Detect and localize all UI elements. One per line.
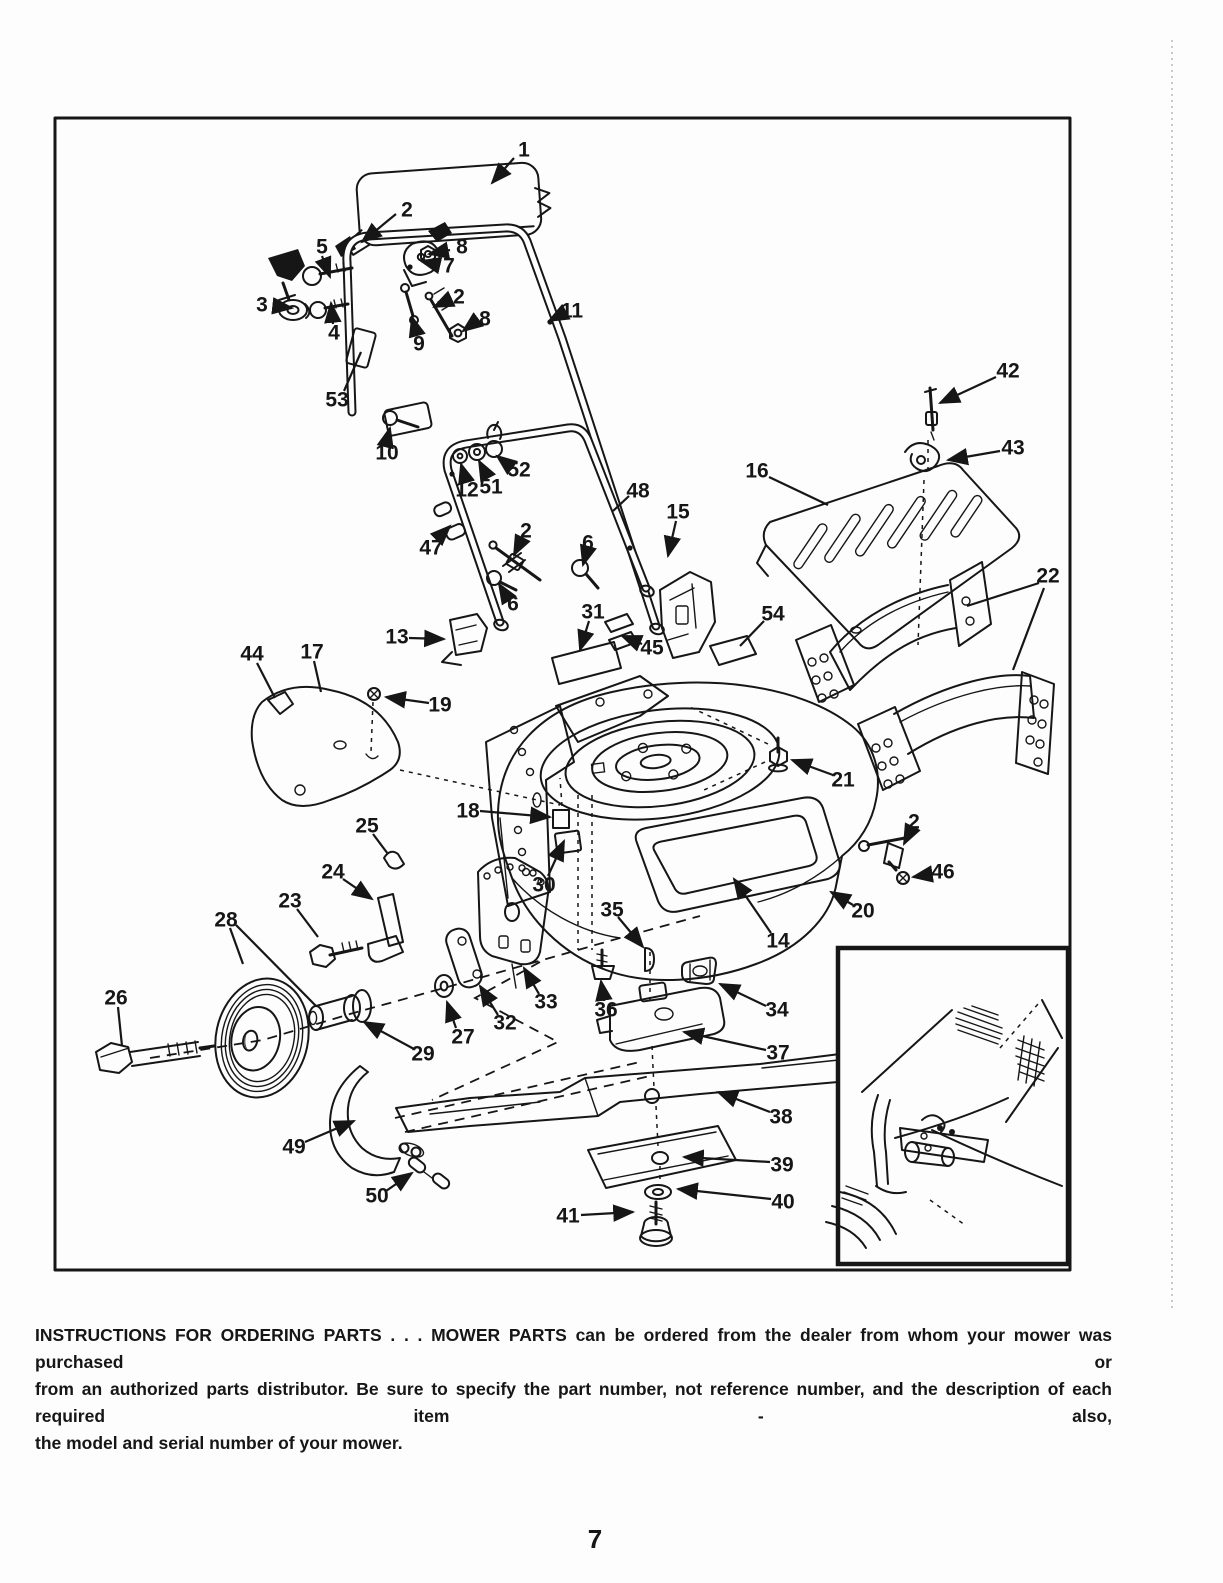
blade-axis-dashed [650, 952, 660, 1184]
lower-handle-tube [447, 428, 655, 632]
callout-34: 34 [765, 998, 789, 1022]
callout-21: 21 [831, 768, 855, 792]
callout-leader-8 [463, 322, 475, 331]
callout-leader-29 [364, 1022, 414, 1049]
callout-15: 15 [666, 500, 690, 524]
callout-leader-13 [409, 638, 444, 639]
callout-7: 7 [443, 254, 455, 278]
callout-29: 29 [411, 1042, 435, 1066]
callout-leader-31 [580, 621, 589, 650]
callout-23: 23 [278, 889, 302, 913]
callout-leader-26 [118, 1007, 122, 1046]
callout-54: 54 [761, 602, 785, 626]
deck-bolt-21 [688, 706, 787, 790]
callout-leader-2 [434, 300, 449, 307]
callout-46: 46 [931, 860, 955, 884]
callout-28: 28 [214, 908, 238, 932]
decal-plate-31 [552, 642, 621, 684]
callout-6: 6 [507, 592, 519, 616]
callout-leader-21 [792, 760, 833, 775]
callout-52: 52 [507, 458, 531, 482]
callout-36: 36 [594, 998, 618, 1022]
discharge-opening [636, 797, 840, 911]
handle-bracket-13 [442, 614, 487, 665]
callout-2: 2 [401, 198, 413, 222]
blade-washer-40 [645, 1185, 671, 1199]
wheel [205, 970, 320, 1107]
side-cover [252, 687, 560, 806]
callout-2: 2 [453, 285, 465, 309]
callout-47: 47 [419, 536, 443, 560]
handle-joint-bolt [383, 402, 432, 437]
callout-leader-44 [257, 663, 275, 698]
callout-53: 53 [325, 388, 349, 412]
callout-32: 32 [493, 1011, 517, 1035]
callout-leader-15 [668, 521, 676, 556]
callout-leader-18 [480, 811, 550, 817]
callout-leader-1 [492, 158, 514, 183]
callout-27: 27 [451, 1025, 475, 1049]
callout-3: 3 [256, 293, 268, 317]
callout-25: 25 [355, 814, 379, 838]
callout-42: 42 [996, 359, 1020, 383]
callout-39: 39 [770, 1153, 794, 1177]
callout-50: 50 [365, 1184, 389, 1208]
callout-leader-38 [718, 1092, 770, 1112]
callout-5: 5 [316, 235, 328, 259]
callout-leader-46 [913, 874, 932, 877]
instructions-line-2: from an authorized parts distributor. Be sure to specify the part number, not reference number, and the description of each required item - also, [35, 1379, 1112, 1426]
callout-24: 24 [321, 860, 345, 884]
callout-leader-28 [230, 928, 243, 964]
callout-49: 49 [282, 1135, 306, 1159]
grip-panel [335, 161, 553, 257]
callout-leader-22 [1013, 588, 1044, 670]
callout-leader-37 [684, 1032, 766, 1050]
ordering-instructions [35, 1322, 1112, 1457]
callout-35: 35 [600, 898, 624, 922]
callout-43: 43 [1001, 436, 1025, 460]
callout-11: 11 [560, 299, 584, 323]
callout-leader-41 [581, 1212, 633, 1215]
callout-leader-16 [769, 477, 828, 505]
instructions-line-3: the model and serial number of your mower. [35, 1433, 403, 1453]
callout-8: 8 [456, 235, 468, 259]
callout-leader-40 [678, 1189, 771, 1199]
callout-20: 20 [851, 899, 875, 923]
callout-37: 37 [766, 1041, 790, 1065]
callout-44: 44 [240, 642, 264, 666]
callout-18: 18 [456, 799, 480, 823]
key-35 [645, 948, 654, 971]
link-32 [443, 926, 484, 990]
callout-leader-50 [386, 1173, 412, 1191]
callout-13: 13 [385, 625, 409, 649]
callout-leader-34 [720, 984, 766, 1006]
callout-31: 31 [581, 600, 605, 624]
callout-41: 41 [556, 1204, 580, 1228]
callout-14: 14 [766, 929, 790, 953]
switch-block-18 [553, 810, 569, 828]
callout-33: 33 [534, 990, 558, 1014]
callout-45: 45 [640, 636, 664, 660]
callout-leader-19 [386, 697, 429, 703]
callout-leader-43 [948, 451, 1000, 460]
callout-2: 2 [908, 810, 920, 834]
callout-51: 51 [479, 475, 503, 499]
callout-17: 17 [300, 640, 324, 664]
callout-9: 9 [413, 332, 425, 356]
instructions-line-1: INSTRUCTIONS FOR ORDERING PARTS . . . MOWER PARTS can be ordered from the dealer from whom your mower was purchased or [35, 1325, 1112, 1372]
callout-12: 12 [455, 478, 479, 502]
callout-6: 6 [582, 531, 594, 555]
mower-deck [486, 676, 909, 980]
page-number: 7 [587, 1524, 603, 1554]
callout-leader-20 [831, 892, 853, 905]
callout-10: 10 [375, 441, 399, 465]
blade-plate-39 [588, 1126, 736, 1188]
bolt-23 [310, 941, 362, 967]
upper-handle-tube [347, 228, 665, 636]
spacer-plate-54 [710, 636, 756, 665]
callout-16: 16 [745, 459, 769, 483]
baffle-brackets [796, 562, 1054, 790]
height-adjuster-parts [310, 852, 716, 997]
callout-leader-23 [297, 909, 318, 937]
callout-26: 26 [104, 986, 128, 1010]
guard-pins [407, 1156, 451, 1191]
callout-30: 30 [532, 873, 556, 897]
callout-leader-35 [618, 917, 643, 947]
callout-22: 22 [1036, 564, 1060, 588]
callout-19: 19 [428, 693, 452, 717]
hinge-pin-42 [925, 388, 937, 440]
callout-leader-27 [447, 1002, 456, 1028]
inset-detail-box [826, 948, 1068, 1264]
retainer-clips-45 [605, 614, 637, 650]
callout-leader-22 [967, 583, 1039, 606]
callout-8: 8 [479, 307, 491, 331]
callout-leader-14 [734, 879, 771, 933]
callout-40: 40 [771, 1190, 795, 1214]
callout-38: 38 [769, 1105, 793, 1129]
handle-bracket-15 [660, 572, 715, 658]
callout-leader-42 [940, 377, 996, 403]
callout-48: 48 [626, 479, 650, 503]
callout-2: 2 [520, 519, 532, 543]
blade-bolt-41 [640, 1202, 672, 1246]
cable-clamp [859, 838, 909, 884]
callout-1: 1 [518, 138, 530, 162]
callout-4: 4 [328, 321, 340, 345]
callout-leader-24 [343, 879, 372, 899]
retainer-clip-43 [905, 443, 939, 471]
callout-leader-28 [236, 925, 316, 1006]
hex-nut [450, 324, 466, 342]
bolt-36 [592, 950, 614, 979]
